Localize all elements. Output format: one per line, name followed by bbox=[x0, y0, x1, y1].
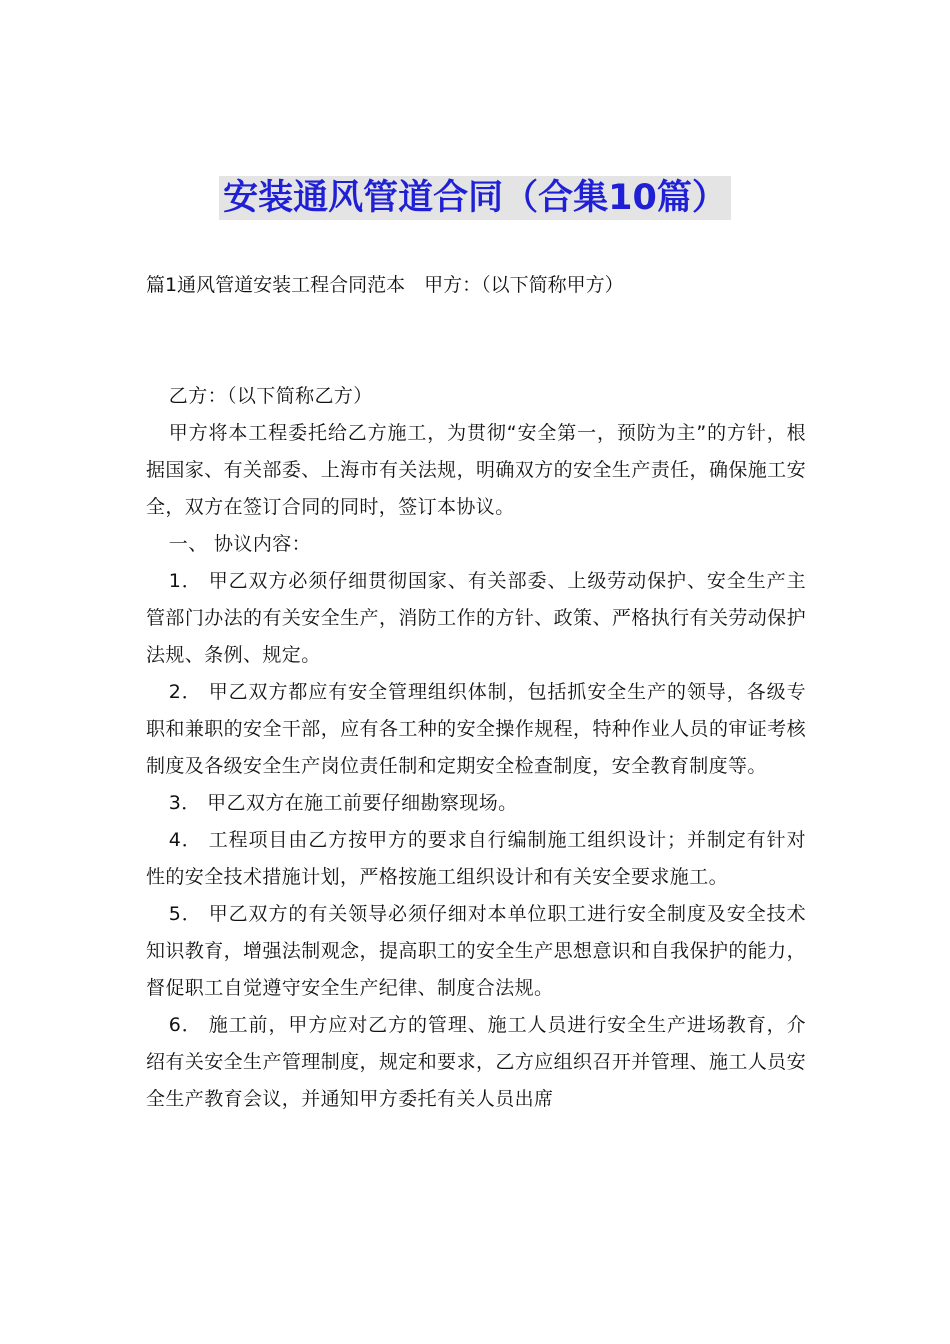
document-subtitle: 篇1通风管道安装工程合同范本 甲方：（以下简称甲方） bbox=[146, 274, 624, 296]
title-wrapper bbox=[0, 176, 950, 220]
document-title: 安装通风管道合同（合集10篇） bbox=[219, 176, 731, 220]
paragraph-item-4: 4． 工程项目由乙方按甲方的要求自行编制施工组织设计；并制定有针对性的安全技术措施计划，严格按施工组织设计和有关安全要求施工。 bbox=[146, 829, 806, 888]
paragraph-item-1: 1． 甲乙双方必须仔细贯彻国家、有关部委、上级劳动保护、安全生产主管部门办法的有关安全生产，消防工作的方针、政策、严格执行有关劳动保护法规、条例、规定。 bbox=[146, 570, 806, 666]
paragraph-party-b: 乙方：（以下简称乙方） bbox=[168, 385, 373, 407]
paragraph-item-3: 3． 甲乙双方在施工前要仔细勘察现场。 bbox=[168, 792, 518, 814]
paragraph-item-2: 2． 甲乙双方都应有安全管理组织体制，包括抓安全生产的领导，各级专职和兼职的安全干部，应有各工种的安全操作规程，特种作业人员的审证考核制度及各级安全生产岗位责任制和定期安全检查制度，安全教育制度等。 bbox=[146, 681, 806, 777]
paragraph-intro: 甲方将本工程委托给乙方施工，为贯彻“安全第一，预防为主”的方针，根据国家、有关部委、上海市有关法规，明确双方的安全生产责任，确保施工安全，双方在签订合同的同时，签订本协议。 bbox=[146, 422, 806, 518]
paragraph-item-6: 6． 施工前，甲方应对乙方的管理、施工人员进行安全生产进场教育，介绍有关安全生产管理制度，规定和要求，乙方应组织召开并管理、施工人员安全生产教育会议，并通知甲方委托有关人员出席 bbox=[146, 1014, 806, 1110]
paragraph-section-heading: 一、 协议内容： bbox=[168, 533, 312, 555]
paragraph-item-5: 5． 甲乙双方的有关领导必须仔细对本单位职工进行安全制度及安全技术知识教育，增强法制观念，提高职工的安全生产思想意识和自我保护的能力，督促职工自觉遵守安全生产纪律、制度合法规。 bbox=[146, 903, 806, 999]
document-body bbox=[146, 378, 806, 1118]
